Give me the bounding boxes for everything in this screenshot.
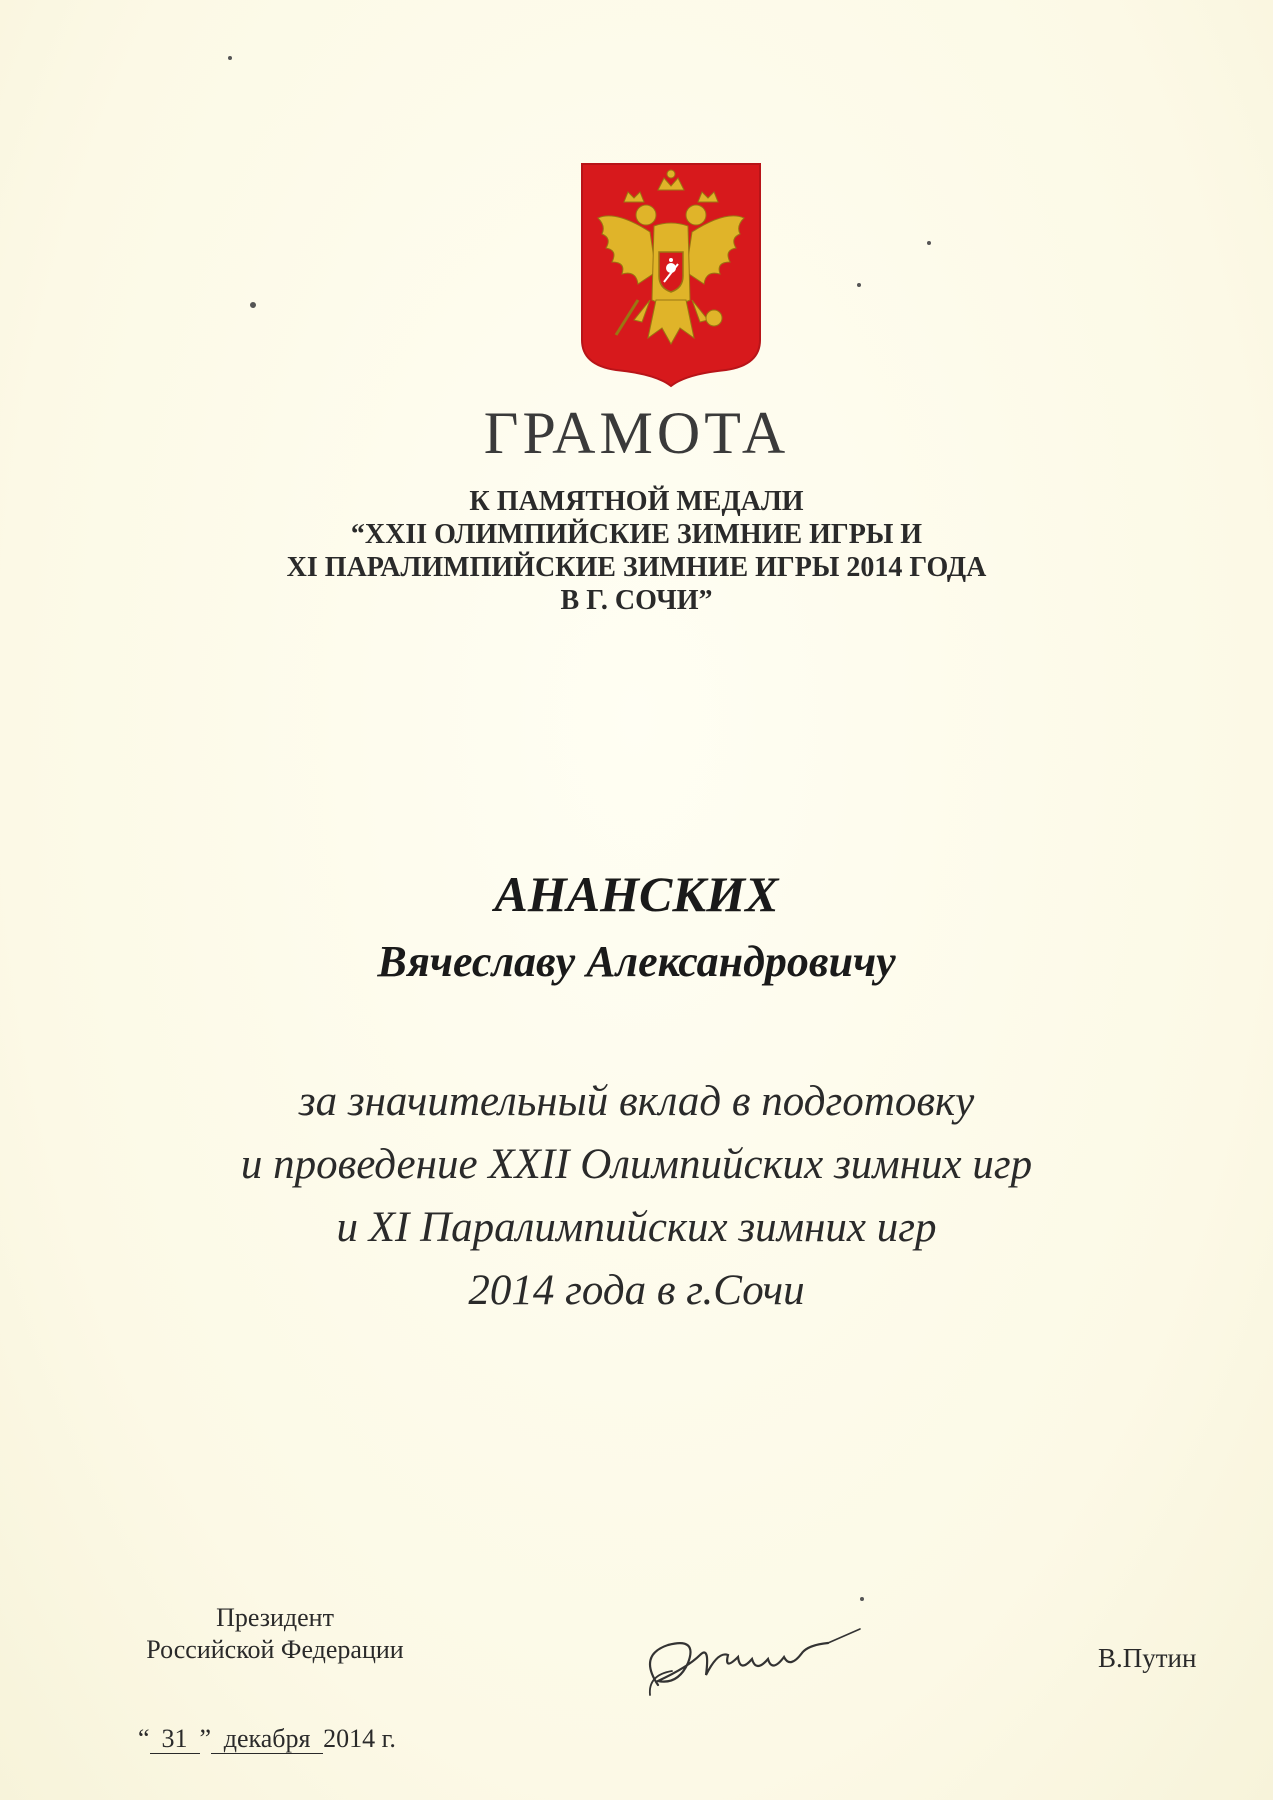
recipient-surname: АНАНСКИХ (494, 866, 779, 922)
document-title: ГРАМОТА (483, 400, 790, 466)
scan-speck (857, 283, 861, 287)
date-day: 31 (150, 1725, 200, 1754)
date-close-quote: ” (199, 1724, 212, 1753)
subtitle-line: В Г. СОЧИ” (560, 585, 713, 616)
date-open-quote: “ (138, 1724, 150, 1753)
recipient-block (0, 862, 1273, 994)
scan-speck (250, 302, 256, 308)
date-year: 2014 г. (323, 1724, 396, 1753)
medal-subtitle (0, 485, 1273, 617)
signatory-position (110, 1602, 440, 1666)
recipient-given-names: Вячеславу Александровичу (377, 937, 896, 986)
russian-coat-of-arms-icon (576, 160, 766, 390)
scan-speck (860, 1597, 864, 1601)
reason-line: и проведение XXII Олимпийских зимних игр (240, 1141, 1033, 1188)
signatory-name: В.Путин (1098, 1643, 1197, 1673)
award-reason (0, 1070, 1273, 1322)
scan-speck (228, 56, 232, 60)
reason-line: за значительный вклад в подготовку (298, 1078, 975, 1125)
issue-date (138, 1723, 396, 1755)
signatory-position-line: Российской Федерации (146, 1635, 404, 1664)
subtitle-line: “XXII ОЛИМПИЙСКИЕ ЗИМНИЕ ИГРЫ И (350, 519, 923, 550)
reason-line: 2014 года в г.Сочи (468, 1267, 805, 1314)
subtitle-line: К ПАМЯТНОЙ МЕДАЛИ (469, 486, 804, 517)
subtitle-line: XI ПАРАЛИМПИЙСКИЕ ЗИМНИЕ ИГРЫ 2014 ГОДА (286, 552, 987, 583)
scan-speck (927, 241, 931, 245)
reason-line: и XI Паралимпийских зимних игр (336, 1204, 937, 1251)
signatory-position-line: Президент (216, 1603, 334, 1632)
handwritten-signature (628, 1615, 888, 1705)
date-month: декабря (211, 1725, 323, 1754)
